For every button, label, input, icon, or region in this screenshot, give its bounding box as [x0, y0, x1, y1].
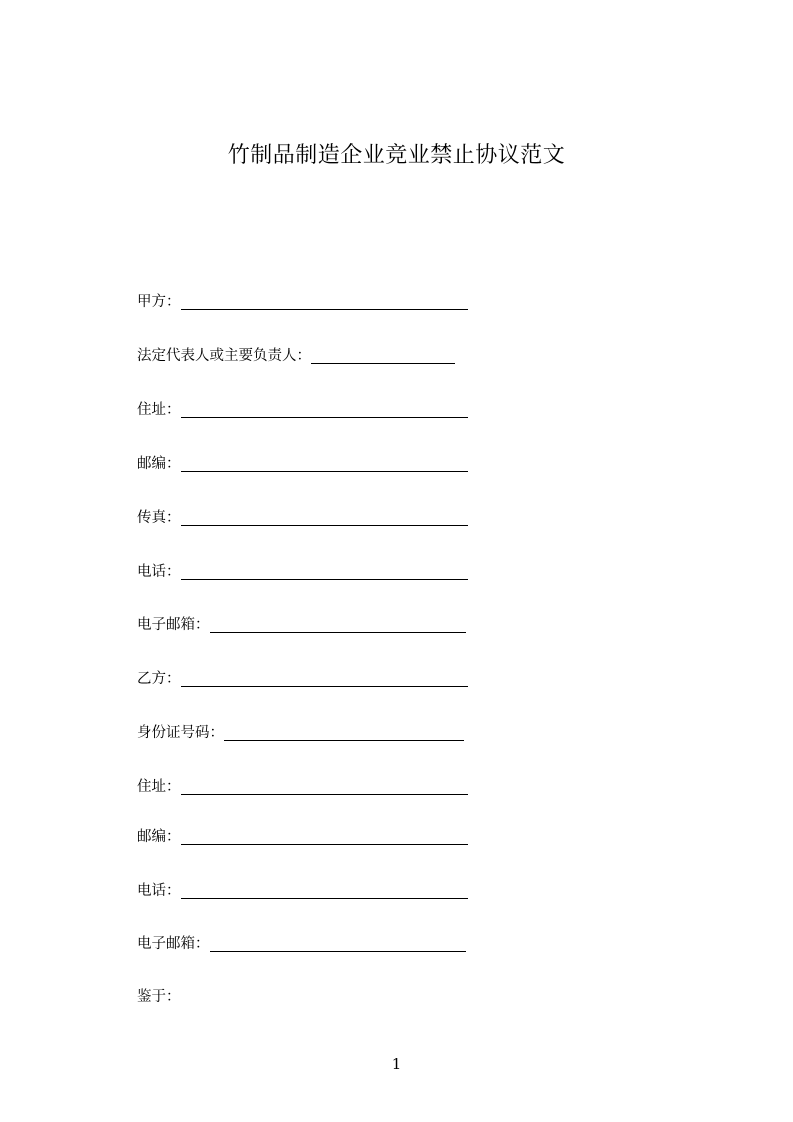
party-b-id-field	[137, 721, 464, 743]
party-a-email-blank-line	[210, 632, 466, 633]
party-b-postcode-field	[137, 825, 468, 847]
party-b-postcode-label: 邮编：	[137, 829, 181, 845]
party-a-label: 甲方：	[137, 294, 181, 310]
party-b-address-blank-line	[181, 794, 468, 795]
party-a-email-field	[137, 613, 466, 635]
party-b-email-label: 电子邮箱：	[137, 936, 210, 952]
party-b-email-field	[137, 932, 466, 954]
whereas-label: 鉴于：	[137, 989, 181, 1005]
party-a-fax-blank-line	[181, 525, 468, 526]
party-b-blank-line	[181, 686, 468, 687]
party-a-postcode-field	[137, 452, 468, 474]
party-a-address-blank-line	[181, 417, 468, 418]
party-b-phone-field	[137, 879, 468, 901]
party-a-field	[137, 290, 468, 312]
party-b-field	[137, 667, 468, 689]
party-a-blank-line	[181, 309, 468, 310]
party-a-phone-blank-line	[181, 579, 468, 580]
party-a-address-label: 住址：	[137, 402, 181, 418]
party-a-postcode-label: 邮编：	[137, 456, 181, 472]
party-b-postcode-blank-line	[181, 844, 468, 845]
party-a-email-label: 电子邮箱：	[137, 617, 210, 633]
party-a-representative-field	[137, 344, 455, 366]
party-b-email-blank-line	[210, 951, 466, 952]
document-title: 竹制品制造企业竞业禁止协议范文	[227, 143, 566, 168]
party-b-label: 乙方：	[137, 671, 181, 687]
party-a-phone-label: 电话：	[137, 564, 181, 580]
party-b-id-label: 身份证号码：	[137, 725, 224, 741]
party-b-address-label: 住址：	[137, 779, 181, 795]
party-b-id-blank-line	[224, 740, 464, 741]
party-b-phone-label: 电话：	[137, 883, 181, 899]
party-a-postcode-blank-line	[181, 471, 468, 472]
party-a-representative-label: 法定代表人或主要负责人：	[137, 348, 311, 364]
party-b-phone-blank-line	[181, 898, 468, 899]
party-a-representative-blank-line	[311, 363, 455, 364]
party-a-fax-field	[137, 506, 468, 528]
whereas-heading	[137, 985, 181, 1007]
party-a-fax-label: 传真：	[137, 510, 181, 526]
party-a-address-field	[137, 398, 468, 420]
page-number: 1	[391, 1055, 402, 1073]
party-a-phone-field	[137, 560, 468, 582]
party-b-address-field	[137, 775, 468, 797]
